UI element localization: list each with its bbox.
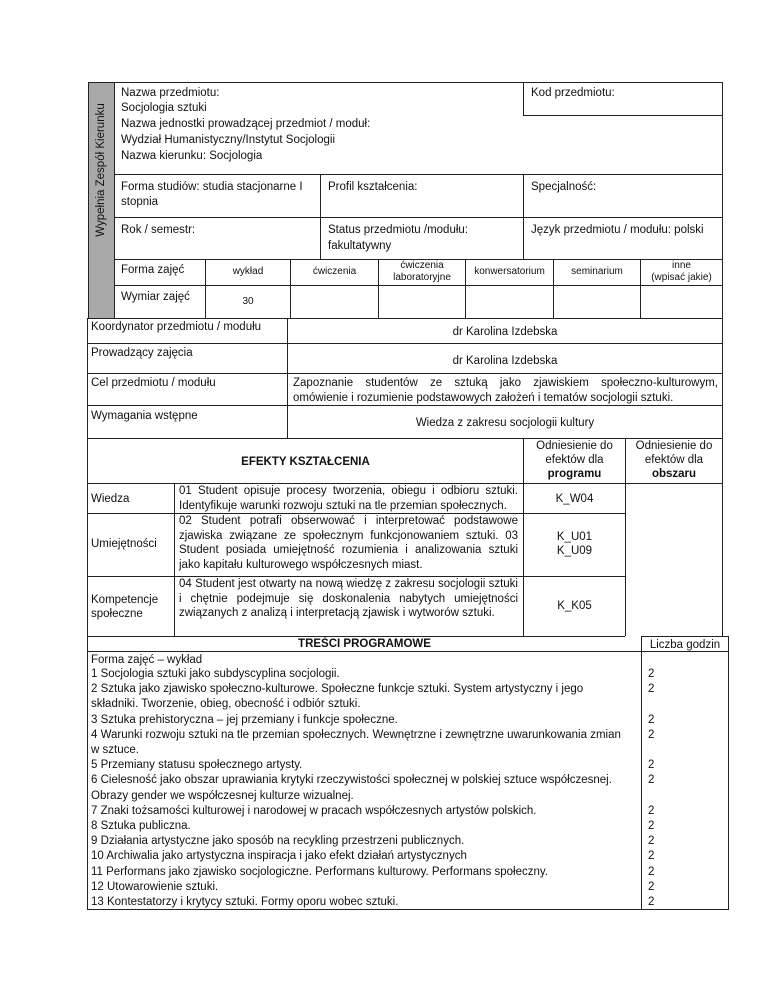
study-form-line2: stopnia (121, 196, 159, 208)
program-line: 2 Sztuka jako zjawisko społeczno-kulturowe. Społeczne funkcje sztuki. System artystyczny i jego (91, 683, 584, 696)
type-exercises: ćwiczenia (312, 266, 357, 277)
program-line: 8 Sztuka publiczna. (91, 820, 191, 832)
program-line: 3 Sztuka prehistoryczna – jej przemiany i funkcje społeczne. (91, 713, 398, 726)
program-line-hours: 2 (648, 728, 655, 741)
effect-text-02-03: 02 Student potrafi obserwować i interpretować podstawowe zjawiska związane ze społecznym funkcjonowaniem sztuki. 03 Student posiada umiejętność rozumienia i analizowania sztuki jako kapitału kulturowego współczesnych miast. (179, 515, 518, 571)
program-line: 13 Kontestatorzy i krytycy sztuki. Formy oporu wobec sztuki. (91, 896, 399, 908)
program-line-hours: 2 (648, 713, 655, 726)
program-form: Forma zajęć – wykład (91, 654, 203, 666)
effect-category-competences-line1: Kompetencje (91, 594, 159, 606)
type-other-line1: inne (672, 260, 691, 271)
program-line: składniki. Tworzenie, obieg, obecność i odbiór sztuki. (91, 698, 361, 711)
specialty-label: Specjalność: (531, 181, 597, 193)
program-ref-header-line3: programu (547, 468, 602, 480)
effects-title: EFEKTY KSZTAŁCENIA (241, 456, 370, 468)
effect-text-01: 01 Student opisuje procesy tworzenia, obiegu i odbioru sztuki. Identyfikuje warunki rozwoju sztuki na tle przemian społecznych. (179, 485, 518, 512)
program-line: 1 Socjologia sztuki jako subdyscyplina socjologii. (91, 668, 340, 680)
sidebar-label: Wypełnia Zespół Kierunku (95, 103, 107, 237)
requirements-label: Wymagania wstępne (91, 410, 198, 422)
field-label: Nazwa kierunku: Socjologia (121, 150, 263, 162)
effect-ref-03: K_U09 (556, 545, 593, 557)
study-form-line1: Forma studiów: studia stacjonarne I (121, 181, 303, 193)
program-line: 11 Performans jako zjawisko socjologiczne. Performans kulturowy. Performans społeczny. (91, 865, 548, 878)
status-line1: Status przedmiotu /modułu: (328, 224, 468, 236)
program-ref-header-line2: efektów dla (545, 454, 604, 466)
program-line-hours: 2 (648, 865, 655, 878)
program-line: 5 Przemiany statusu społecznego artysty. (91, 759, 303, 772)
program-line-hours: 2 (648, 880, 655, 893)
program-line: 4 Warunki rozwoju sztuki na tle przemian społecznych. Wewnętrzne i zewnętrzne uwarunkowania zmian (91, 728, 621, 741)
lecture-hours: 30 (242, 296, 254, 307)
program-title: TREŚCI PROGRAMOWE (298, 638, 431, 650)
program-line-hours: 2 (648, 683, 655, 696)
effect-text-04: 04 Student jest otwarty na nową wiedzę z zakresu socjologii sztuki i chętnie podejmuje się doskonalenia nabytych umiejętności związanych z analizą i interpretacją zjawisk i wytworów sztuki. (179, 578, 518, 620)
year-semester-label: Rok / semestr: (121, 224, 196, 236)
effect-ref-02: K_U01 (556, 531, 593, 543)
course-code-label: Kod przedmiotu: (531, 87, 615, 99)
type-seminar: seminarium (571, 266, 623, 277)
program-line-hours: 2 (648, 668, 655, 680)
unit: Wydział Humanistyczny/Instytut Socjologii (121, 134, 336, 146)
coordinator-value: dr Karolina Izdebska (452, 326, 558, 338)
program-line: 10 Archiwalia jako artystyczna inspiracja i jako efekt działań artystycznych (91, 850, 467, 863)
area-ref-header-line1: Odniesienie do (635, 440, 713, 452)
unit-label: Nazwa jednostki prowadzącej przedmiot / moduł: (121, 118, 371, 130)
effect-ref-01: K_W04 (555, 493, 594, 505)
course-name: Socjologia sztuki (121, 102, 207, 114)
effect-category-competences-line2: społeczne (91, 608, 143, 620)
area-ref-header-line3: obszaru (651, 468, 697, 480)
program-line-hours: 2 (648, 774, 655, 787)
program-line-hours: 2 (648, 759, 655, 772)
program-line: w sztuce. (91, 744, 139, 756)
type-lab-line1: ćwiczenia (400, 260, 444, 271)
area-ref-header-line2: efektów dla (644, 454, 704, 466)
type-other-line2: (wpisać jakie) (651, 272, 712, 283)
teacher-label: Prowadzący zajęcia (91, 347, 193, 359)
type-conversatory: konwersatorium (474, 266, 545, 277)
course-name-label: Nazwa przedmiotu: (121, 87, 220, 99)
type-lecture: wykład (232, 266, 264, 277)
language-label: Język przedmiotu / modułu: polski (531, 224, 704, 236)
requirements-value: Wiedza z zakresu socjologii kultury (415, 417, 595, 429)
goal-value: Zapoznanie studentów ze sztuką jako zjawiskiem społeczno-kulturowym, omówienie i rozumienie podstawowych założeń i tematów socjologii sztuki. (293, 377, 718, 404)
program-line: Obrazy gender we współczesnej kulturze wizualnej. (91, 789, 354, 802)
program-line: 7 Znaki tożsamości kulturowej i narodowej w pracach współczesnych artystów polskich. (91, 804, 537, 817)
program-line-hours: 2 (648, 850, 655, 863)
program-line-hours: 2 (648, 896, 655, 908)
program-line-hours: 2 (648, 835, 655, 848)
program-line: 12 Utowarowienie sztuki. (91, 880, 219, 893)
program-line: 9 Działania artystyczne jako sposób na recykling przestrzeni publicznych. (91, 835, 465, 848)
hours-header: Liczba godzin (649, 639, 721, 651)
effect-ref-04: K_K05 (557, 600, 592, 612)
program-ref-header-line1: Odniesienie do (536, 440, 613, 452)
profile-label: Profil kształcenia: (328, 181, 418, 193)
status-line2: fakultatywny (328, 240, 392, 252)
program-line-hours: 2 (648, 804, 655, 817)
program-line-hours: 2 (648, 820, 655, 832)
class-hours-label: Wymiar zajęć (121, 291, 190, 303)
teacher-value: dr Karolina Izdebska (452, 355, 558, 367)
type-lab-line2: laboratoryjne (393, 272, 451, 283)
effect-category-knowledge: Wiedza (91, 493, 130, 505)
effect-category-skills: Umiejętności (91, 538, 157, 550)
program-line: 6 Cielesność jako obszar uprawiania krytyki rzeczywistości społecznej w polskiej sztuce współczesnej. (91, 774, 612, 787)
class-form-label: Forma zajęć (121, 264, 185, 276)
goal-label: Cel przedmiotu / modułu (91, 377, 216, 389)
coordinator-label: Koordynator przedmiotu / modułu (91, 321, 262, 333)
